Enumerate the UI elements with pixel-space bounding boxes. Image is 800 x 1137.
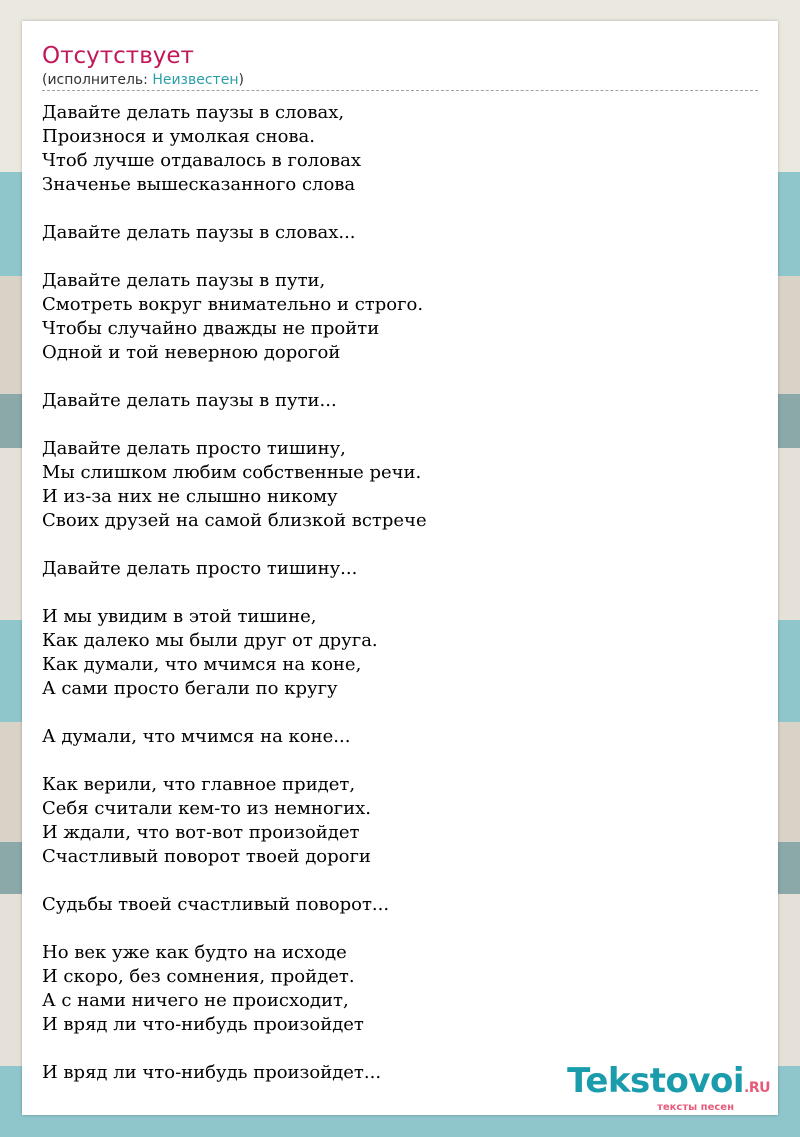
lyrics-line: Как далеко мы были друг от друга. xyxy=(42,630,378,651)
lyrics-line: Значенье вышесказанного слова xyxy=(42,174,356,195)
title-divider xyxy=(42,90,758,91)
lyrics-line: Давайте делать просто тишину... xyxy=(42,558,358,579)
lyrics-text xyxy=(42,101,745,1109)
lyrics-stanza xyxy=(42,269,742,365)
lyrics-stanza xyxy=(42,437,742,533)
lyrics-line: Давайте делать паузы в пути, xyxy=(42,270,326,291)
lyrics-line: А думали, что мчимся на коне... xyxy=(42,726,351,747)
lyrics-line: И из-за них не слышно никому xyxy=(42,486,338,507)
lyrics-stanza xyxy=(42,941,742,1037)
artist-suffix: ) xyxy=(238,72,244,88)
artist-line xyxy=(42,71,244,89)
lyrics-line: И вряд ли что-нибудь произойдет... xyxy=(42,1062,382,1083)
lyrics-line: Но век уже как будто на исходе xyxy=(42,942,347,963)
lyrics-line: Как верили, что главное придет, xyxy=(42,774,356,795)
lyrics-stanza xyxy=(42,221,742,245)
lyrics-stanza xyxy=(42,773,742,869)
lyrics-stanza xyxy=(42,101,742,197)
lyrics-line: И скоро, без сомнения, пройдет. xyxy=(42,966,355,987)
lyrics-line: Давайте делать паузы в пути... xyxy=(42,390,337,411)
lyrics-line: Давайте делать просто тишину, xyxy=(42,438,346,459)
lyrics-stanza xyxy=(42,725,742,749)
lyrics-line: И ждали, что вот-вот произойдет xyxy=(42,822,360,843)
lyrics-line: Мы слишком любим собственные речи. xyxy=(42,462,422,483)
lyrics-line: Судьбы твоей счастливый поворот... xyxy=(42,894,390,915)
lyrics-line: Смотреть вокруг внимательно и строго. xyxy=(42,294,424,315)
lyrics-card xyxy=(22,21,778,1115)
lyrics-line: Произнося и умолкая снова. xyxy=(42,126,316,147)
lyrics-line: Давайте делать паузы в словах, xyxy=(42,102,345,123)
lyrics-stanza xyxy=(42,605,742,701)
artist-link[interactable]: Неизвестен xyxy=(152,72,239,88)
lyrics-line: Одной и той неверною дорогой xyxy=(42,342,341,363)
site-logo[interactable] xyxy=(567,1063,770,1113)
lyrics-line: Давайте делать паузы в словах... xyxy=(42,222,356,243)
lyrics-line: Чтобы случайно дважды не пройти xyxy=(42,318,380,339)
lyrics-stanza xyxy=(42,389,742,413)
lyrics-line: И мы увидим в этой тишине, xyxy=(42,606,317,627)
logo-tld: .RU xyxy=(744,1080,770,1096)
lyrics-line: Себя считали кем-то из немногих. xyxy=(42,798,371,819)
song-title: Отсутствует xyxy=(42,43,194,69)
lyrics-line: Как думали, что мчимся на коне, xyxy=(42,654,362,675)
lyrics-stanza xyxy=(42,893,742,917)
lyrics-stanza xyxy=(42,557,742,581)
artist-prefix: (исполнитель: xyxy=(42,72,153,88)
lyrics-line: Своих друзей на самой близкой встрече xyxy=(42,510,427,531)
logo-tagline: тексты песен xyxy=(657,1102,734,1113)
lyrics-line: Счастливый поворот твоей дороги xyxy=(42,846,371,867)
lyrics-line: И вряд ли что-нибудь произойдет xyxy=(42,1014,364,1035)
lyrics-line: А сами просто бегали по кругу xyxy=(42,678,338,699)
lyrics-line: Чтоб лучше отдавалось в головах xyxy=(42,150,362,171)
lyrics-line: А с нами ничего не происходит, xyxy=(42,990,349,1011)
logo-name: Tekstovoi xyxy=(567,1061,745,1101)
